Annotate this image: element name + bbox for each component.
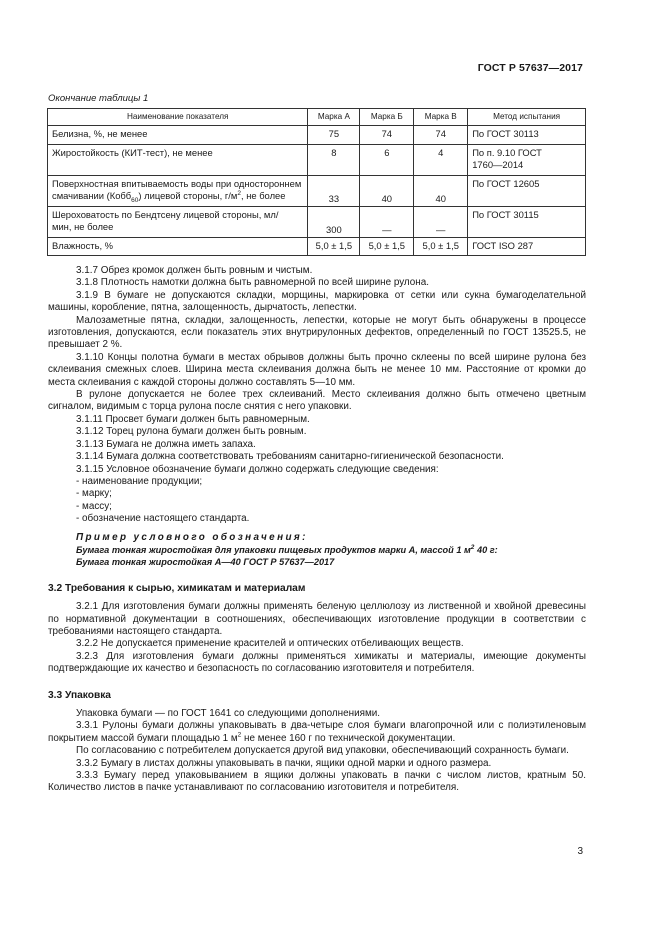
value-a: 8 <box>308 145 360 176</box>
paragraph: 3.1.10 Концы полотна бумаги в местах обрывов должны быть прочно склеены по всей ширине рулона без склеивания смежных слоев. Ширина места склеивания должна быть не менее 10 мм. Расстояние от кромки до места склеивания с каждой стороны должно составлять 5—10 мм. <box>48 351 586 388</box>
value-c: — <box>414 207 468 238</box>
paragraph <box>48 720 586 745</box>
superscript: 2 <box>237 731 242 739</box>
example-text: 40 г: <box>474 544 498 555</box>
value-a: 5,0 ± 1,5 <box>308 238 360 256</box>
properties-table <box>47 108 586 256</box>
row-name <box>48 207 308 238</box>
paragraph: 3.2.1 Для изготовления бумаги должны применять беленую целлюлозу из лиственной и хвойной древесины по нормативной документации в соотношениях, обеспечивающих изготовление продукции в соответствии с требованиями настоящего стандарта. <box>48 601 586 637</box>
paragraph: По согласованию с потребителем допускается другой вид упаковки, обеспечивающий сохранность бумаги. <box>76 745 569 757</box>
table-row <box>48 126 586 145</box>
value-b: — <box>360 207 414 238</box>
paragraph: 3.2.3 Для изготовления бумаги должны применяться химикаты и материалы, имеющие документы подтверждающие их качество и безопасность по согласованию изготовителя и потребителя. <box>48 650 586 675</box>
value-c: 40 <box>414 176 468 207</box>
test-method: По ГОСТ 12605 <box>468 176 586 207</box>
row-name: Влажность, % <box>48 238 308 256</box>
test-method: ГОСТ ISO 287 <box>468 238 586 256</box>
section-heading: 3.2 Требования к сырью, химикатам и материалам <box>48 582 306 594</box>
standard-id-header: ГОСТ Р 57637—2017 <box>477 62 583 74</box>
value-b: 6 <box>360 145 414 176</box>
row-name-line: Поверхностная впитываемость воды при одностороннем <box>52 178 302 189</box>
column-header: Марка Б <box>360 109 414 126</box>
example-text: Бумага тонкая жиростойкая для упаковки пищевых продуктов марки А, массой 1 м <box>76 544 471 555</box>
superscript: 2 <box>237 189 241 197</box>
value-a: 33 <box>308 176 360 207</box>
test-method: По ГОСТ 30115 <box>468 207 586 238</box>
test-method-line: 1760—2014 <box>472 158 524 170</box>
value-c: 74 <box>414 126 468 145</box>
paragraph: 3.3.2 Бумагу в листах должны упаковывать в пачки, ящики одной марки и одного размера. <box>76 757 492 769</box>
paragraph: 3.1.8 Плотность намотки должна быть равномерной по всей ширине рулона. <box>76 277 429 289</box>
list-item: - наименование продукции; <box>76 475 203 487</box>
table-row <box>48 176 586 207</box>
paragraph: В рулоне допускается не более трех склеиваний. Место склеивания должно быть отмечено цветным сигналом, видимым с торца рулона после снятия с него упаковки. <box>48 389 586 413</box>
table-header-row <box>48 109 586 126</box>
value-c: 5,0 ± 1,5 <box>414 238 468 256</box>
paragraph: Упаковка бумаги — по ГОСТ 1641 со следующими дополнениями. <box>76 708 380 719</box>
value-b: 40 <box>360 176 414 207</box>
value-a: 300 <box>308 207 360 238</box>
list-item: - обозначение настоящего стандарта. <box>76 513 250 525</box>
row-name-part: , не более <box>240 189 286 201</box>
list-item: - марку; <box>76 488 112 500</box>
table-row <box>48 238 586 256</box>
paragraph: 3.1.7 Обрез кромок должен быть ровным и чистым. <box>76 265 313 276</box>
list-item: - массу; <box>76 500 112 512</box>
value-a: 75 <box>308 126 360 145</box>
paragraph-text: 3.3.1 Рулоны бумаги должны упаковывать в два-четыре слоя бумаги влагопрочной или с полиэтиленовым покрытием массой бумаги площадью 1 м <box>48 720 586 744</box>
paragraph: 3.2.2 Не допускается применение красителей и оптических отбеливающих веществ. <box>76 638 464 650</box>
paragraph: 3.1.14 Бумага должна соответствовать требованиям санитарно-гигиенической безопасности. <box>76 451 504 463</box>
row-name: Белизна, %, не менее <box>48 126 308 145</box>
table-caption: Окончание таблицы 1 <box>48 93 149 104</box>
value-b: 74 <box>360 126 414 145</box>
example-line <box>48 544 586 556</box>
value-c: 4 <box>414 145 468 176</box>
value-b: 5,0 ± 1,5 <box>360 238 414 256</box>
paragraph: 3.1.13 Бумага не должна иметь запаха. <box>76 438 256 450</box>
test-method: По ГОСТ 30113 <box>468 126 586 145</box>
row-name-part: смачивании (Кобб <box>52 189 132 201</box>
column-header: Марка А <box>308 109 360 126</box>
superscript: 2 <box>470 543 475 551</box>
body-text <box>48 265 586 795</box>
test-method <box>468 145 586 176</box>
paragraph: 3.3.3 Бумагу перед упаковыванием в ящики должны упаковать в пачки с числом листов, кратным 50. Количество листов в пачке устанавливают по согласованию изготовителя и потребителя. <box>48 770 586 794</box>
row-name-line: Шероховатость по Бендтсену лицевой стороны, мл/ <box>52 209 279 220</box>
example-heading: Пример условного обозначения: <box>76 531 308 543</box>
paragraph: Малозаметные пятна, складки, залощенность, лепестки, которые не могут быть обнаружены в процессе изготовления, допускаются, если показатель этих внутрирулонных дефектов, определенный по ГОСТ 13525.5, не превышает 2 %. <box>48 314 586 351</box>
column-header: Наименование показателя <box>48 109 308 126</box>
column-header: Метод испытания <box>468 109 586 126</box>
example-line: Бумага тонкая жиростойкая А—40 ГОСТ Р 57637—2017 <box>76 557 335 568</box>
paragraph-text: не менее 160 г по технической документации. <box>241 732 456 744</box>
row-name-line: мин, не более <box>52 220 114 232</box>
subscript: 60 <box>131 196 139 204</box>
row-name <box>48 176 308 207</box>
section-heading: 3.3 Упаковка <box>48 689 111 701</box>
paragraph: 3.1.11 Просвет бумаги должен быть равномерным. <box>76 413 310 425</box>
paragraph: 3.1.12 Торец рулона бумаги должен быть ровным. <box>76 426 307 438</box>
page-number: 3 <box>577 846 583 857</box>
paragraph: 3.1.9 В бумаге не допускаются складки, морщины, маркировка от сетки или сукна бумагоделательной машины, коробление, пятна, залощенность, дырчатость, лепестки. <box>48 289 586 314</box>
paragraph: 3.1.15 Условное обозначение бумаги должно содержать следующие сведения: <box>76 463 439 475</box>
test-method-line: По п. 9.10 ГОСТ <box>472 147 542 158</box>
table-row <box>48 145 586 176</box>
row-name-part: ) лицевой стороны, г/м <box>138 189 238 201</box>
table-row <box>48 207 586 238</box>
row-name: Жиростойкость (КИТ-тест), не менее <box>48 145 308 176</box>
column-header: Марка В <box>414 109 468 126</box>
